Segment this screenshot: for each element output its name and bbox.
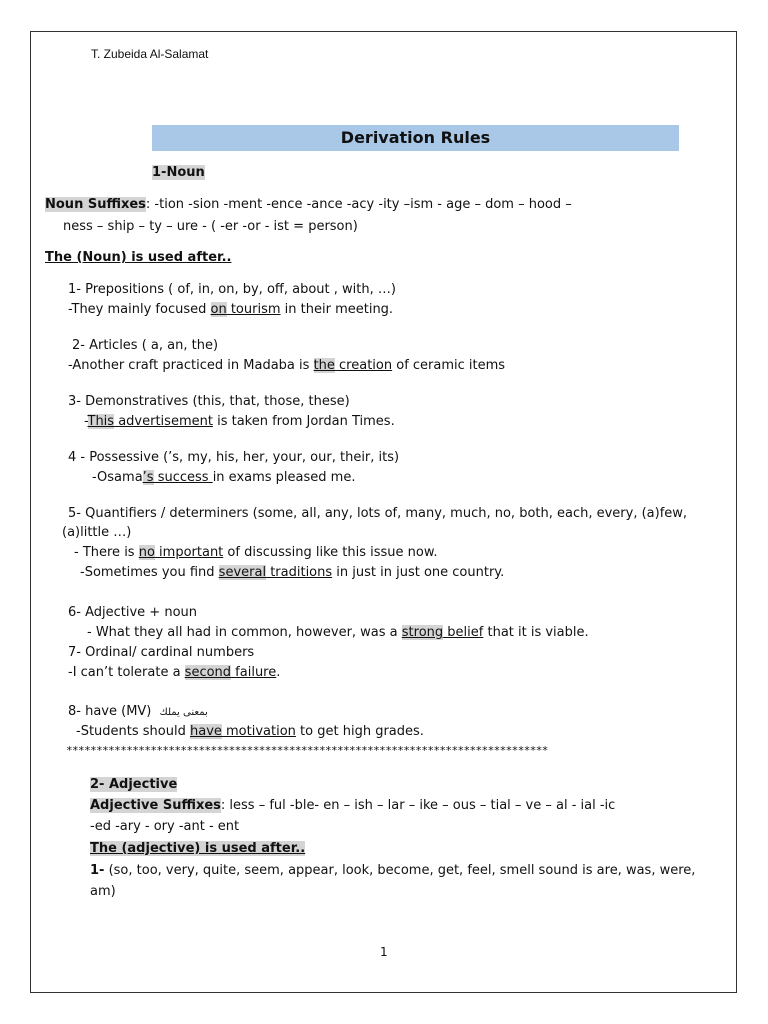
noun-rule-3-title: 3- Demonstratives (this, that, those, these) [68,394,350,409]
author-name: T. Zubeida Al-Salamat [91,47,209,61]
title-banner [152,125,679,151]
separator-stars: ******************************************************************************** [66,744,548,757]
noun-rule-8-title: 8- have (MV) بمعنى يملك [68,704,208,719]
noun-rule-6-example: - What they all had in common, however, was a strong belief that it is viable. [87,625,589,640]
noun-rule-4-title: 4 - Possessive (’s, my, his, her, your, our, their, its) [68,450,400,465]
noun-used-after: The (Noun) is used after.. [45,250,232,265]
noun-rule-1-title: 1- Prepositions ( of, in, on, by, off, about , with, …) [68,282,396,297]
noun-suffixes-label: Noun Suffixes [45,197,146,212]
noun-rule-5-title-line2: (a)little …) [62,525,132,540]
adjective-heading: 2- Adjective [90,777,178,792]
noun-rule-6-title: 6- Adjective + noun [68,605,197,620]
noun-rule-7-example: -I can’t tolerate a second failure. [68,665,281,680]
adjective-suffixes-line2: -ed -ary - ory -ant - ent [90,819,240,834]
adjective-used-after: The (adjective) is used after.. [90,841,306,856]
noun-suffixes-line2: ness – ship – ty – ure - ( -er -or - ist = person) [63,219,358,234]
arabic-note: بمعنى يملك [159,707,208,718]
noun-rule-5-title-line1: 5- Quantifiers / determiners (some, all, any, lots of, many, much, no, both, each, every, (a)few, [68,506,688,521]
noun-rule-5-example-1: - There is no important of discussing like this issue now. [74,545,438,560]
noun-rule-7-title: 7- Ordinal/ cardinal numbers [68,645,255,660]
adjective-suffixes-line1: Adjective Suffixes: less – ful -ble- en – ish – lar – ike – ous – tial – ve – al - ial -ic [90,798,616,813]
noun-suffixes-line1: Noun Suffixes: -tion -sion -ment -ence -ance -acy -ity –ism - age – dom – hood – [45,197,572,212]
noun-rule-1-example: -They mainly focused on tourism in their meeting. [68,302,394,317]
noun-heading: 1-Noun [152,165,205,180]
noun-rule-3-example: -This advertisement is taken from Jordan Times. [84,414,395,429]
noun-rule-2-example: -Another craft practiced in Madaba is the creation of ceramic items [68,358,506,373]
adjective-suffixes-label: Adjective Suffixes [90,798,221,813]
noun-rule-8-example: -Students should have motivation to get high grades. [76,724,424,739]
noun-rule-4-example: -Osama’s success in exams pleased me. [92,470,356,485]
adjective-rule-1-line1: 1- (so, too, very, quite, seem, appear, look, become, get, feel, smell sound is are, was, were, [90,863,696,878]
page-number: 1 [380,945,388,959]
adjective-rule-1-line2: am) [90,884,116,899]
document-title: Derivation Rules [340,128,491,147]
noun-rule-5-example-2: -Sometimes you find several traditions in just in just one country. [80,565,505,580]
noun-rule-2-title: 2- Articles ( a, an, the) [72,338,219,353]
